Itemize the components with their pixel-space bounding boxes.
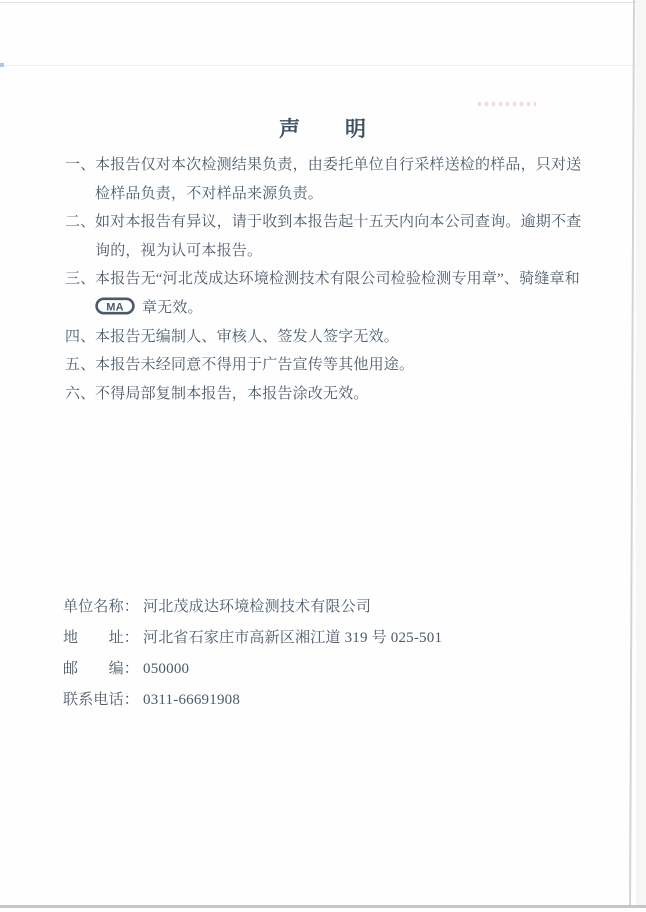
statement-text: 本报告仅对本次检测结果负责，由委托单位自行采样送检的样品，只对送检样品负责，不对样品来源负责。 [95,157,582,202]
address-row [63,623,442,654]
scan-top-edge-line [0,2,646,3]
statement-item [65,151,587,208]
statement-item [65,265,587,322]
cma-logo-letters: MA [106,301,124,314]
postcode-label: 邮 编： [63,661,140,677]
postcode-value: 050000 [143,661,190,677]
statement-text-before-logo: 本报告无“河北茂成达环境检测技术有限公司检验检测专用章”、骑缝章和 [95,271,580,288]
cma-certification-mark-icon [95,297,135,315]
scan-bottom-paper-edge [0,905,646,908]
statement-text: 本报告未经同意不得用于广告宣传等其他用途。 [95,357,415,374]
statement-number: 一、 [65,157,96,173]
page-title: 声 明 [279,117,367,141]
phone-value: 0311-66691908 [143,692,241,708]
address-label: 地 址： [63,630,140,646]
statement-item [65,380,587,409]
ink-bleedthrough-smudge [478,102,536,106]
statement-number: 三、 [65,271,96,288]
statement-item [65,208,587,265]
company-name-label: 单位名称： [63,599,140,615]
statement-number: 二、 [65,214,96,231]
contact-info-block [63,592,442,716]
statement-item [65,351,587,380]
statement-list [65,151,587,408]
scan-fold-line [0,65,640,66]
statement-text: 不得局部复制本报告，本报告涂改无效。 [95,385,369,402]
statement-number: 六、 [65,385,96,402]
phone-label: 联系电话： [63,692,140,708]
statement-number: 五、 [65,357,96,374]
statement-text: 本报告无编制人、审核人、签发人签字无效。 [95,328,400,345]
statement-text [95,265,587,322]
postcode-row [63,654,442,685]
company-name-value: 河北茂成达环境检测技术有限公司 [143,599,372,615]
statement-number: 四、 [65,328,96,345]
statement-text-after-logo: 章无效。 [141,299,203,316]
statement-item [65,323,587,352]
company-name-row [63,592,442,623]
address-value: 河北省石家庄市高新区湘江道 319 号 025-501 [143,630,443,646]
scan-fold-tick-left [0,63,4,67]
statement-text: 如对本报告有异议，请于收到本报告起十五天内向本公司查询。逾期不查询的，视为认可本报告。 [95,214,582,259]
phone-row [63,685,442,716]
